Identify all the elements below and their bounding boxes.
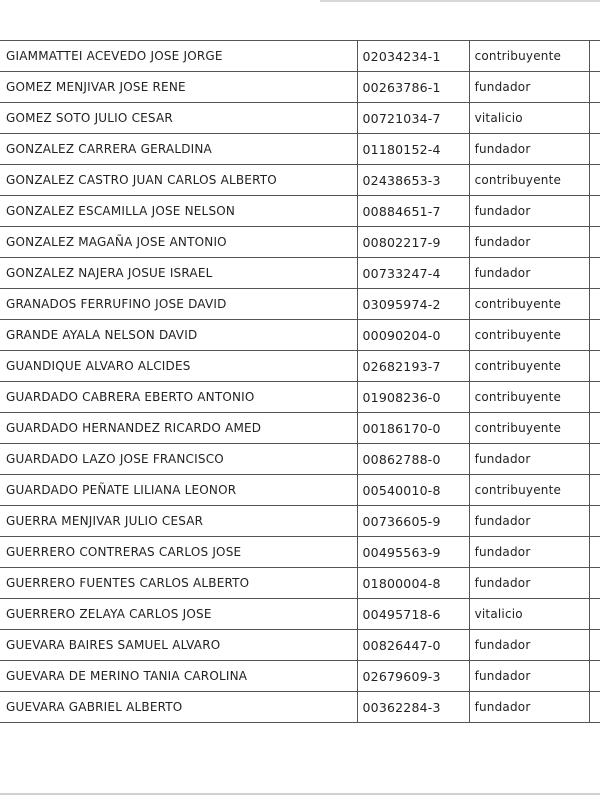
empty-cell	[589, 630, 600, 661]
member-dui: 00884651-7	[357, 196, 469, 227]
member-name: GONZALEZ CASTRO JUAN CARLOS ALBERTO	[0, 165, 357, 196]
table-row	[0, 134, 600, 165]
empty-cell	[589, 537, 600, 568]
member-type: contribuyente	[469, 289, 589, 320]
table-row	[0, 661, 600, 692]
member-dui: 00862788-0	[357, 444, 469, 475]
member-type: fundador	[469, 134, 589, 165]
member-dui: 00736605-9	[357, 506, 469, 537]
member-name: GRANDE AYALA NELSON DAVID	[0, 320, 357, 351]
table-row	[0, 41, 600, 72]
table-row	[0, 320, 600, 351]
member-dui: 00721034-7	[357, 103, 469, 134]
member-type: contribuyente	[469, 475, 589, 506]
empty-cell	[589, 103, 600, 134]
member-type: vitalicio	[469, 599, 589, 630]
member-dui: 01908236-0	[357, 382, 469, 413]
member-dui: 00362284-3	[357, 692, 469, 723]
table-row	[0, 258, 600, 289]
table-row	[0, 165, 600, 196]
member-name: GUERRERO ZELAYA CARLOS JOSE	[0, 599, 357, 630]
member-type: fundador	[469, 630, 589, 661]
member-name: GUARDADO LAZO JOSE FRANCISCO	[0, 444, 357, 475]
member-name: GUARDADO CABRERA EBERTO ANTONIO	[0, 382, 357, 413]
member-dui: 01180152-4	[357, 134, 469, 165]
table-row	[0, 227, 600, 258]
member-name: GUARDADO HERNANDEZ RICARDO AMED	[0, 413, 357, 444]
empty-cell	[589, 196, 600, 227]
member-name: GUANDIQUE ALVARO ALCIDES	[0, 351, 357, 382]
member-type: contribuyente	[469, 165, 589, 196]
member-type: contribuyente	[469, 413, 589, 444]
member-name: GRANADOS FERRUFINO JOSE DAVID	[0, 289, 357, 320]
table-row	[0, 413, 600, 444]
member-dui: 00090204-0	[357, 320, 469, 351]
table-row	[0, 72, 600, 103]
empty-cell	[589, 351, 600, 382]
table-row	[0, 351, 600, 382]
member-dui: 00826447-0	[357, 630, 469, 661]
member-type: contribuyente	[469, 320, 589, 351]
empty-cell	[589, 444, 600, 475]
member-name: GONZALEZ NAJERA JOSUE ISRAEL	[0, 258, 357, 289]
member-name: GIAMMATTEI ACEVEDO JOSE JORGE	[0, 41, 357, 72]
table-row	[0, 289, 600, 320]
member-dui: 00733247-4	[357, 258, 469, 289]
empty-cell	[589, 320, 600, 351]
member-dui: 00495563-9	[357, 537, 469, 568]
member-name: GUEVARA DE MERINO TANIA CAROLINA	[0, 661, 357, 692]
member-name: GONZALEZ ESCAMILLA JOSE NELSON	[0, 196, 357, 227]
empty-cell	[589, 413, 600, 444]
empty-cell	[589, 227, 600, 258]
member-type: contribuyente	[469, 41, 589, 72]
scan-bottom-edge	[0, 793, 600, 795]
empty-cell	[589, 382, 600, 413]
table-row	[0, 506, 600, 537]
member-type: fundador	[469, 692, 589, 723]
member-dui: 02679609-3	[357, 661, 469, 692]
member-type: fundador	[469, 444, 589, 475]
empty-cell	[589, 475, 600, 506]
member-name: GOMEZ SOTO JULIO CESAR	[0, 103, 357, 134]
member-type: fundador	[469, 506, 589, 537]
table-row	[0, 444, 600, 475]
member-dui: 02034234-1	[357, 41, 469, 72]
member-dui: 02438653-3	[357, 165, 469, 196]
table-row	[0, 196, 600, 227]
empty-cell	[589, 692, 600, 723]
empty-cell	[589, 661, 600, 692]
table-row	[0, 692, 600, 723]
table-row	[0, 537, 600, 568]
member-name: GUARDADO PEÑATE LILIANA LEONOR	[0, 475, 357, 506]
empty-cell	[589, 134, 600, 165]
scan-top-edge	[320, 0, 600, 2]
table-row	[0, 630, 600, 661]
member-dui: 01800004-8	[357, 568, 469, 599]
empty-cell	[589, 165, 600, 196]
member-dui: 00263786-1	[357, 72, 469, 103]
member-type: fundador	[469, 196, 589, 227]
member-type: contribuyente	[469, 351, 589, 382]
table-row	[0, 599, 600, 630]
table-row	[0, 103, 600, 134]
table-row	[0, 382, 600, 413]
empty-cell	[589, 41, 600, 72]
member-dui: 00802217-9	[357, 227, 469, 258]
member-dui: 02682193-7	[357, 351, 469, 382]
member-dui: 00540010-8	[357, 475, 469, 506]
member-table-body	[0, 41, 600, 723]
member-type: fundador	[469, 661, 589, 692]
member-type: fundador	[469, 568, 589, 599]
member-type: fundador	[469, 537, 589, 568]
member-type: fundador	[469, 227, 589, 258]
member-name: GUEVARA GABRIEL ALBERTO	[0, 692, 357, 723]
member-name: GUERRERO CONTRERAS CARLOS JOSE	[0, 537, 357, 568]
member-name: GUERRA MENJIVAR JULIO CESAR	[0, 506, 357, 537]
member-name: GOMEZ MENJIVAR JOSE RENE	[0, 72, 357, 103]
member-dui: 00495718-6	[357, 599, 469, 630]
empty-cell	[589, 289, 600, 320]
empty-cell	[589, 72, 600, 103]
member-name: GONZALEZ MAGAÑA JOSE ANTONIO	[0, 227, 357, 258]
member-dui: 03095974-2	[357, 289, 469, 320]
empty-cell	[589, 599, 600, 630]
member-type: contribuyente	[469, 382, 589, 413]
member-type: fundador	[469, 258, 589, 289]
member-table	[0, 40, 600, 723]
empty-cell	[589, 506, 600, 537]
empty-cell	[589, 568, 600, 599]
member-name: GONZALEZ CARRERA GERALDINA	[0, 134, 357, 165]
member-name: GUEVARA BAIRES SAMUEL ALVARO	[0, 630, 357, 661]
table-row	[0, 568, 600, 599]
table-row	[0, 475, 600, 506]
member-name: GUERRERO FUENTES CARLOS ALBERTO	[0, 568, 357, 599]
member-type: vitalicio	[469, 103, 589, 134]
member-dui: 00186170-0	[357, 413, 469, 444]
member-type: fundador	[469, 72, 589, 103]
empty-cell	[589, 258, 600, 289]
